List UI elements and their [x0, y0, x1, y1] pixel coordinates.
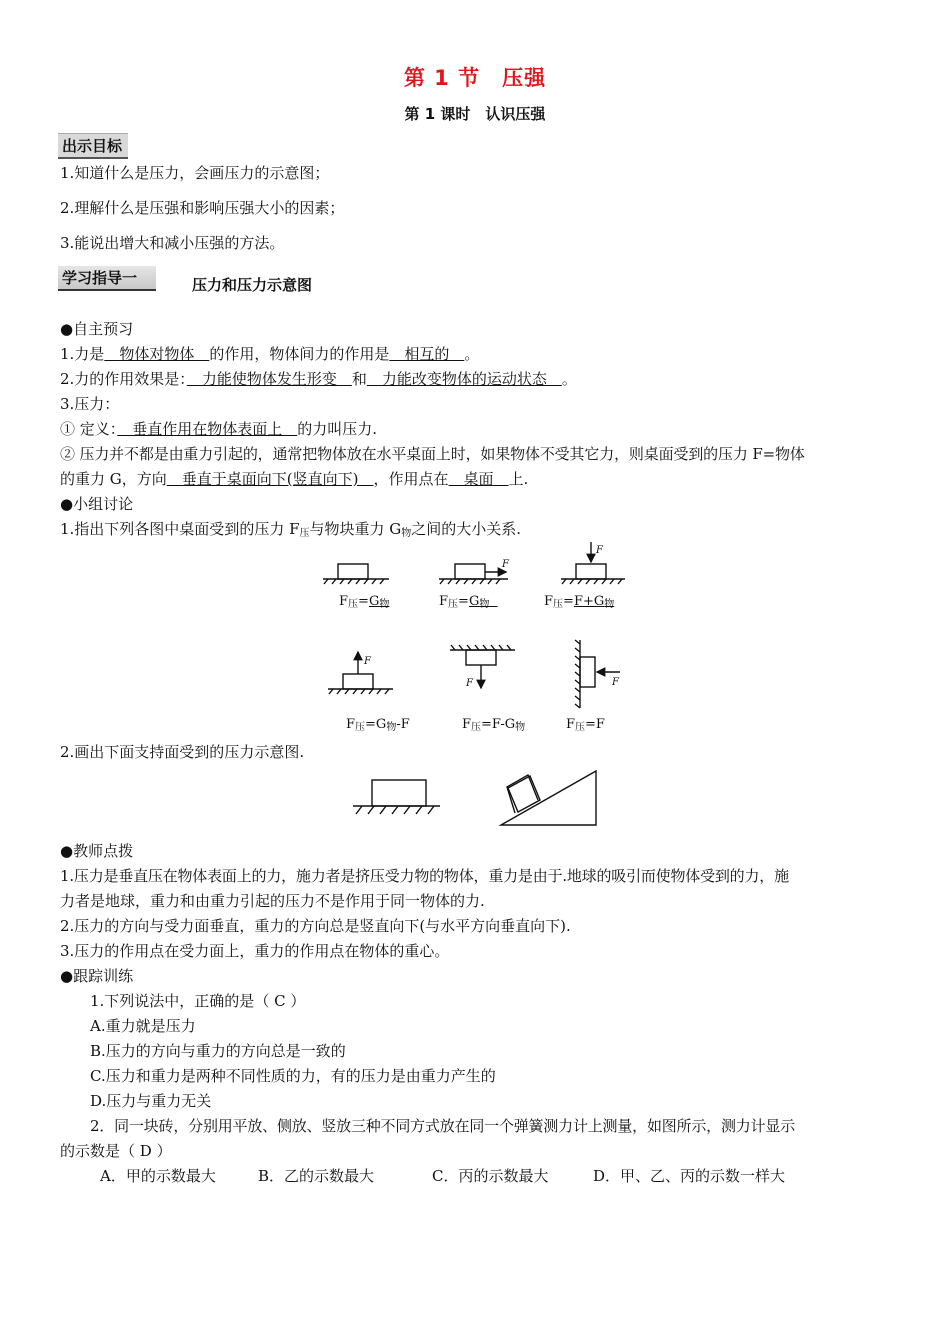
force-label: F	[612, 677, 619, 688]
fig-label-d	[346, 717, 410, 733]
goal-item: 3.能说出增大和减小压强的方法。	[60, 234, 285, 252]
discussion-heading: ●小组讨论	[60, 495, 134, 513]
force-label: F	[596, 545, 603, 556]
page-subtitle: 第 1 课时 认识压强	[404, 105, 546, 123]
training-q2-option: B．乙的示数最大	[258, 1167, 375, 1185]
training-q1: 1.下列说法中，正确的是（ C ）	[90, 992, 306, 1010]
text: 之间的大小关系.	[411, 520, 522, 538]
text: F	[544, 594, 554, 609]
text: ① 定义：	[60, 420, 118, 438]
goals-tag: 出示目标	[58, 133, 128, 159]
subscript: 物	[379, 599, 390, 610]
subscript: 物	[386, 722, 397, 733]
training-q2-option: A．甲的示数最大	[100, 1167, 216, 1185]
answer-blank: 力能使物体发生形变	[186, 370, 352, 388]
text: =F-G	[481, 717, 516, 732]
text: 。	[561, 370, 577, 388]
training-q1-option: B.压力的方向与重力的方向总是一致的	[90, 1042, 346, 1060]
fig-label-f	[566, 717, 605, 733]
guide-heading: 压力和压力示意图	[192, 276, 313, 294]
diagram-ceiling-block	[450, 645, 515, 688]
text: ，作用点在	[373, 470, 449, 488]
fig-label-b	[439, 594, 498, 610]
text: 的作用，物体间力的作用是	[209, 345, 390, 363]
text: -F	[396, 717, 410, 732]
diagram-q2-block-on-incline	[501, 771, 596, 825]
text: F	[339, 594, 349, 609]
text: 的力叫压力.	[297, 420, 378, 438]
answer-blank: 桌面	[448, 470, 509, 488]
training-q1-option: D.压力与重力无关	[90, 1092, 212, 1110]
subscript: 压	[471, 722, 482, 733]
guide-tag: 学习指导一	[58, 266, 156, 291]
text: =	[458, 594, 469, 609]
text: 和	[351, 370, 367, 388]
subscript: 压	[348, 599, 359, 610]
text: =G	[365, 717, 387, 732]
text: 1.指出下列各图中桌面受到的压力 F	[60, 520, 300, 538]
diagram-upward-force	[328, 652, 393, 694]
teacher-line-2: 力者是地球，重力和由重力引起的压力不是作用于同一物体的力.	[60, 892, 485, 910]
answer: G	[368, 594, 380, 609]
subscript: 物	[479, 599, 490, 610]
text: 2.力的作用效果是：	[60, 370, 187, 388]
text: =	[358, 594, 369, 609]
diagram-downward-force	[561, 542, 625, 584]
training-q1-option: A.重力就是压力	[90, 1017, 196, 1035]
text: F	[462, 717, 472, 732]
goal-item: 1.知道什么是压力，会画压力的示意图；	[60, 164, 330, 182]
answer: G	[468, 594, 480, 609]
force-label: F	[502, 559, 509, 570]
diagram-horizontal-force	[439, 564, 508, 584]
goal-item: 2.理解什么是压强和影响压强大小的因素；	[60, 199, 345, 217]
teacher-heading: ●教师点拨	[60, 842, 134, 860]
subscript: 物	[515, 722, 526, 733]
force-label: F	[466, 678, 473, 689]
fig-label-c	[544, 594, 614, 610]
answer-blank: 相互的	[389, 345, 465, 363]
text: =	[563, 594, 574, 609]
training-q2-line-1: 2．同一块砖，分别用平放、侧放、竖放三种不同方式放在同一个弹簧测力计上测量，如图所示，测力计显示	[90, 1117, 795, 1135]
answer-blank: 垂直于桌面向下(竖直向下)	[166, 470, 374, 488]
answer-blank: 垂直作用在物体表面上	[117, 420, 298, 438]
subscript: 压	[299, 528, 310, 539]
teacher-line-1: 1.压力是垂直压在物体表面上的力，施力者是挤压受力物的物体，重力是由于.地球的吸引而使物体受到的力，施	[60, 867, 789, 885]
text: 与物块重力 G	[309, 520, 402, 538]
training-heading: ●跟踪训练	[60, 967, 134, 985]
text: F	[566, 717, 576, 732]
training-q1-option: C.压力和重力是两种不同性质的力，有的压力是由重力产生的	[90, 1067, 496, 1085]
teacher-line-4: 3.压力的作用点在受力面上，重力的作用点在物体的重心。	[60, 942, 450, 960]
training-q2-option: D．甲、乙、丙的示数一样大	[593, 1167, 786, 1185]
text: F	[346, 717, 356, 732]
force-label: F	[364, 656, 371, 667]
training-q2-line-2: 的示数是（ D ）	[60, 1142, 172, 1160]
teacher-line-3: 2.压力的方向与受力面垂直，重力的方向总是竖直向下(与水平方向垂直向下).	[60, 917, 571, 935]
diagram-block-on-table	[323, 564, 389, 584]
fig-label-e	[462, 717, 525, 733]
preview-heading: ●自主预习	[60, 320, 134, 338]
subscript: 压	[448, 599, 459, 610]
text: 上.	[508, 470, 529, 488]
diagram-wall-block	[575, 640, 620, 708]
text: =F	[585, 717, 605, 732]
subscript: 压	[355, 722, 366, 733]
fig-label-a	[339, 594, 389, 610]
text: 的重力 G，方向	[60, 470, 167, 488]
subscript: 压	[553, 599, 564, 610]
training-q2-option: C．丙的示数最大	[432, 1167, 549, 1185]
text: 。	[464, 345, 480, 363]
page-title: 第 1 节 压强	[403, 66, 547, 90]
answer-blank: 力能改变物体的运动状态	[366, 370, 562, 388]
subscript: 压	[575, 722, 586, 733]
preview-line-5: ② 压力并不都是由重力引起的，通常把物体放在水平桌面上时，如果物体不受其它力，则桌面受到的压力 F=物体	[60, 445, 805, 463]
preview-line-3: 3.压力：	[60, 395, 120, 413]
text: F	[439, 594, 449, 609]
subscript: 物	[604, 599, 615, 610]
answer-blank: 物体对物体	[104, 345, 210, 363]
diagram-q2-block-on-table	[353, 780, 440, 814]
discussion-q2: 2.画出下面支持面受到的压力示意图.	[60, 743, 305, 761]
subscript: 物	[401, 528, 412, 539]
text: 1.力是	[60, 345, 105, 363]
answer: F+G	[573, 594, 605, 609]
